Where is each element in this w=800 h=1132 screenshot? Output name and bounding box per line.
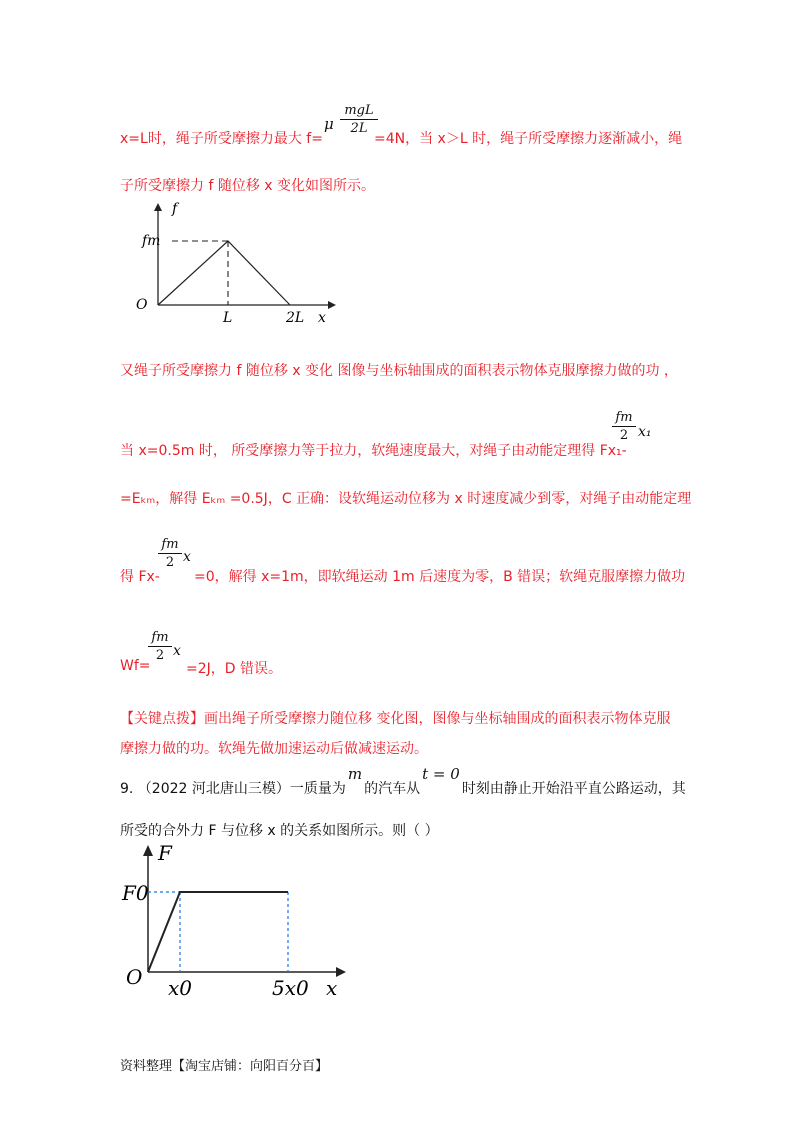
answer-line-1: x=L时，绳子所受摩擦力最大 f=	[120, 131, 323, 147]
origin-label: O	[126, 965, 143, 989]
y-label: F	[158, 842, 172, 865]
answer-line-4: 当 x=0.5m 时， 所受摩擦力等于拉力，软绳速度最大，对绳子由动能定理得 Fx₁-	[120, 443, 627, 459]
frac1-var: x₁	[638, 424, 652, 440]
friction-displacement-graph	[130, 195, 345, 325]
answer-line-1-tail: =4N，当 x＞L 时，绳子所受摩擦力逐渐减小，绳	[374, 131, 683, 147]
x-axis-arrow	[336, 967, 346, 977]
y-label: f	[172, 201, 178, 217]
answer-line-2: 子所受摩擦力 f 随位移 x 变化如图所示。	[120, 178, 376, 194]
answer-line-6-tail: =0，解得 x=1m，即软绳运动 1m 后速度为零，B 错误；软绳克服摩擦力做功	[194, 569, 686, 585]
x-label: x	[318, 310, 326, 325]
triangle-curve	[158, 241, 290, 305]
footer-text: 资料整理【淘宝店铺：向阳百分百】	[120, 1059, 329, 1074]
fraction-fm-2-a: fm 2	[612, 410, 636, 443]
origin-label: O	[136, 297, 148, 313]
question-9-line-2: 所受的合外力 F 与位移 x 的关系如图所示。则（ ）	[120, 823, 439, 839]
key-point-line-1: 【关键点拨】画出绳子所受摩擦力随位移 变化图，图像与坐标轴围成的面积表示物体克服	[120, 711, 671, 727]
x-axis-arrow	[328, 301, 336, 309]
question-9-line-1: 9. （2022 河北唐山三模）一质量为m的汽车从t = 0时刻由静止开始沿平直公路运动，其	[120, 765, 686, 797]
answer-line-6: 得 Fx-	[120, 569, 160, 585]
force-curve	[148, 892, 288, 972]
fraction-fm-2-c: fm 2	[148, 630, 172, 663]
L-tick-label: L	[223, 310, 233, 325]
x0-tick-label: x0	[168, 976, 193, 1000]
answer-line-7-tail: =2J，D 错误。	[186, 661, 282, 677]
answer-line-7: Wf=	[120, 658, 151, 674]
force-displacement-graph	[118, 842, 348, 1007]
y-axis-arrow	[143, 845, 153, 856]
x-label: x	[326, 976, 338, 1000]
5x0-tick-label: 5x0	[272, 976, 309, 1000]
fraction-fm-2-b: fm 2	[158, 537, 182, 570]
frac2-var: x	[183, 549, 191, 565]
y-axis-arrow	[154, 203, 162, 211]
F0-label: F0	[122, 881, 149, 905]
frac3-var: x	[173, 643, 181, 659]
answer-line-5: =Eₖₘ，解得 Eₖₘ =0.5J，C 正确：设软绳运动位移为 x 时速度减少到零，对绳子由动能定理	[120, 491, 692, 507]
key-point-line-2: 摩擦力做的功。软绳先做加速运动后做减速运动。	[120, 741, 428, 757]
answer-line-3: 又绳子所受摩擦力 f 随位移 x 变化 图像与坐标轴围成的面积表示物体克服摩擦力做的功 ，	[120, 363, 678, 379]
fm-label: fm	[142, 233, 161, 249]
fraction-mgL-2L: μ mgL 2L	[318, 103, 378, 136]
2L-tick-label: 2L	[286, 310, 305, 325]
